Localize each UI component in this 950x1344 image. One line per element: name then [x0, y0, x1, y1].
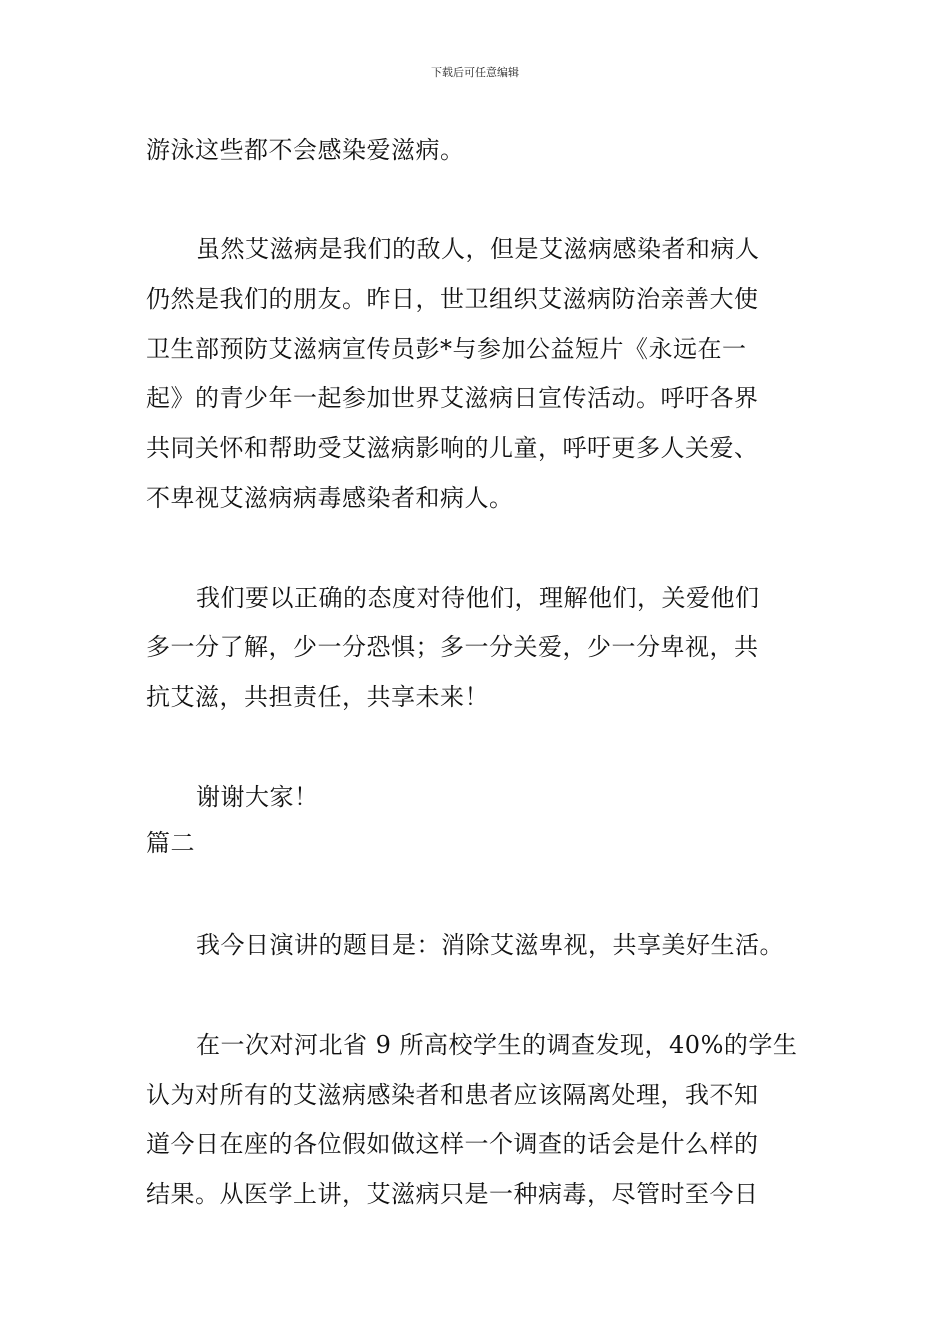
paragraph-line: 共同关怀和帮助受艾滋病影响的儿童，呼吁更多人关爱、 — [146, 434, 759, 462]
paragraph-line: 我们要以正确的态度对待他们，理解他们，关爱他们 — [196, 584, 760, 612]
paragraph-line: 道今日在座的各位假如做这样一个调查的话会是什么样的 — [146, 1130, 759, 1158]
paragraph-line: 结果。从医学上讲，艾滋病只是一种病毒，尽管时至今日 — [146, 1180, 759, 1208]
paragraph-line: 在一次对河北省 9 所高校学生的调查发现，40%的学生 — [196, 1031, 798, 1059]
paragraph-line: 卫生部预防艾滋病宣传员彭*与参加公益短片《永远在一 — [146, 335, 747, 363]
paragraph-line: 抗艾滋，共担责任，共享未来！ — [146, 683, 489, 711]
paragraph-line: 仍然是我们的朋友。昨日，世卫组织艾滋病防治亲善大使 — [146, 285, 759, 313]
section-title: 篇二 — [146, 829, 195, 857]
paragraph-line: 不卑视艾滋病病毒感染者和病人。 — [146, 484, 514, 512]
paragraph-line: 游泳这些都不会感染爱滋病。 — [146, 136, 465, 164]
paragraph-line: 谢谢大家！ — [196, 783, 319, 811]
paragraph-line: 起》的青少年一起参加世界艾滋病日宣传活动。呼吁各界 — [146, 384, 759, 412]
paragraph-line: 认为对所有的艾滋病感染者和患者应该隔离处理，我不知 — [146, 1081, 759, 1109]
paragraph-line: 多一分了解，少一分恐惧；多一分关爱，少一分卑视，共 — [146, 633, 759, 661]
page-header-note: 下载后可任意编辑 — [431, 66, 519, 79]
paragraph-line: 虽然艾滋病是我们的敌人，但是艾滋病感染者和病人 — [196, 235, 760, 263]
paragraph-line: 我今日演讲的题目是：消除艾滋卑视，共享美好生活。 — [196, 931, 784, 959]
